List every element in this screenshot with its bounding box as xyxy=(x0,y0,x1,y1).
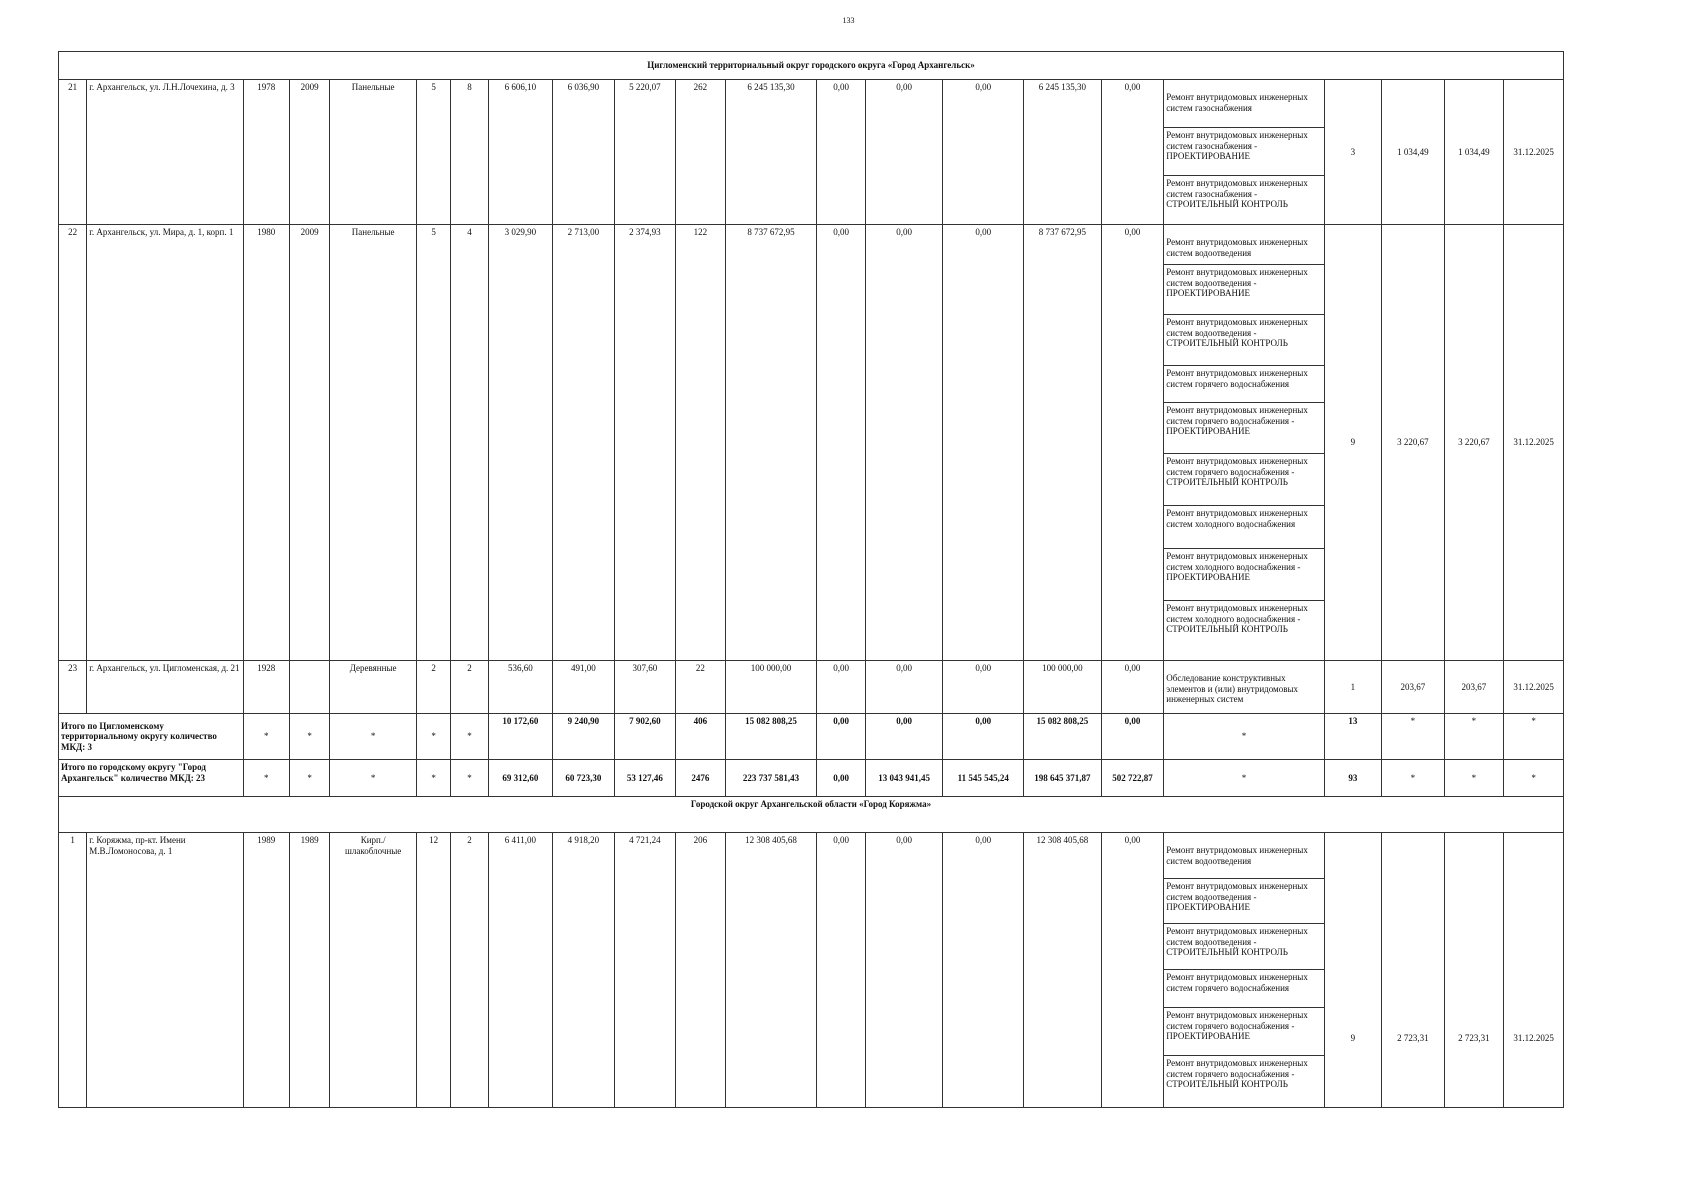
work-item: Ремонт внутридомовых инженерных систем холодного водоснабжения - ПРОЕКТИРОВАНИЕ xyxy=(1164,549,1323,601)
max-cost: 203,67 xyxy=(1444,661,1504,714)
work-item: Ремонт внутридомовых инженерных систем горячего водоснабжения xyxy=(1164,970,1323,1008)
work-item: Ремонт внутридомовых инженерных систем горячего водоснабжения - СТРОИТЕЛЬНЫЙ КОНТРОЛЬ xyxy=(1166,1058,1308,1090)
max-cost: 2 723,31 xyxy=(1444,833,1504,1108)
area-total: 3 029,90 xyxy=(488,225,553,661)
address: г. Архангельск, ул. Мира, д. 1, корп. 1 xyxy=(87,225,243,661)
other-funds: 0,00 xyxy=(1101,714,1164,760)
table-row xyxy=(59,833,1564,1108)
deadline: 31.12.2025 xyxy=(1504,225,1564,661)
work-item: Ремонт внутридомовых инженерных систем водоотведения xyxy=(1164,833,1323,879)
year-built: 1980 xyxy=(243,225,289,661)
owners-funds: 198 645 371,87 xyxy=(1024,760,1102,797)
floors: 5 xyxy=(417,80,451,225)
address: г. Коряжма, пр-кт. Имени М.В.Ломоносова, д. 1 xyxy=(87,833,243,1108)
work-item: Ремонт внутридомовых инженерных систем холодного водоснабжения xyxy=(1164,506,1323,549)
star-cell: * xyxy=(451,714,488,760)
star-cell: * xyxy=(289,714,329,760)
max-cost: 3 220,67 xyxy=(1444,225,1504,661)
row-number: 23 xyxy=(59,661,87,714)
star-cell: * xyxy=(1164,714,1324,760)
star-cell: * xyxy=(1444,714,1504,760)
section-title-koryazhma: Городской округ Архангельской области «Город Коряжма» xyxy=(59,797,1564,833)
star-cell: * xyxy=(1504,760,1564,797)
cost-total: 223 737 581,43 xyxy=(725,760,817,797)
area-rooms: 9 240,90 xyxy=(553,714,615,760)
budget-subject: 0,00 xyxy=(865,661,943,714)
work-item: Ремонт внутридомовых инженерных систем водоотведения - ПРОЕКТИРОВАНИЕ xyxy=(1164,879,1323,924)
works-count: 1 xyxy=(1324,661,1381,714)
year-built: 1928 xyxy=(243,661,289,714)
area-rooms: 4 918,20 xyxy=(553,833,615,1108)
work-item: Ремонт внутридомовых инженерных систем водоотведения - СТРОИТЕЛЬНЫЙ КОНТРОЛЬ xyxy=(1164,315,1323,366)
works-count: 13 xyxy=(1324,714,1381,760)
fund-share: 0,00 xyxy=(817,833,865,1108)
residents: 206 xyxy=(676,833,725,1108)
year-built: 1978 xyxy=(243,80,289,225)
row-number: 21 xyxy=(59,80,87,225)
works-count: 9 xyxy=(1324,833,1381,1108)
area-total: 6 411,00 xyxy=(488,833,553,1108)
unit-cost: 2 723,31 xyxy=(1382,833,1445,1108)
table-row xyxy=(59,225,1564,661)
entrances: 4 xyxy=(451,225,488,661)
other-funds: 0,00 xyxy=(1101,661,1164,714)
fund-share: 0,00 xyxy=(817,225,865,661)
area-living: 307,60 xyxy=(614,661,676,714)
unit-cost: 203,67 xyxy=(1382,661,1445,714)
owners-funds: 15 082 808,25 xyxy=(1024,714,1102,760)
budget-local: 11 545 545,24 xyxy=(943,760,1024,797)
year-repair xyxy=(289,661,329,714)
wall-material: Панельные xyxy=(330,225,417,661)
star-cell: * xyxy=(1164,760,1324,797)
owners-funds: 8 737 672,95 xyxy=(1024,225,1102,661)
year-repair: 2009 xyxy=(289,225,329,661)
work-item: Ремонт внутридомовых инженерных систем газоснабжения - ПРОЕКТИРОВАНИЕ xyxy=(1164,128,1323,176)
floors: 2 xyxy=(417,661,451,714)
subtotal-row xyxy=(59,714,1564,760)
wall-material: Деревянные xyxy=(330,661,417,714)
address: г. Архангельск, ул. Л.Н.Лочехина, д. 3 xyxy=(87,80,243,225)
cost-total: 100 000,00 xyxy=(725,661,817,714)
residents: 2476 xyxy=(676,760,725,797)
works-count: 3 xyxy=(1324,80,1381,225)
other-funds: 0,00 xyxy=(1101,833,1164,1108)
page-number: 133 xyxy=(842,16,855,25)
area-total: 69 312,60 xyxy=(488,760,553,797)
work-item: Ремонт внутридомовых инженерных систем горячего водоснабжения - СТРОИТЕЛЬНЫЙ КОНТРОЛЬ xyxy=(1164,454,1323,506)
area-rooms: 60 723,30 xyxy=(553,760,615,797)
year-repair: 1989 xyxy=(289,833,329,1108)
total-row xyxy=(59,760,1564,797)
budget-subject: 0,00 xyxy=(865,833,943,1108)
star-cell: * xyxy=(451,760,488,797)
work-item: Ремонт внутридомовых инженерных систем водоотведения xyxy=(1164,225,1323,265)
cost-total: 6 245 135,30 xyxy=(725,80,817,225)
area-living: 7 902,60 xyxy=(614,714,676,760)
work-item: Ремонт внутридомовых инженерных систем газоснабжения - СТРОИТЕЛЬНЫЙ КОНТРОЛЬ xyxy=(1166,178,1308,210)
work-item: Ремонт внутридомовых инженерных систем водоотведения - СТРОИТЕЛЬНЫЙ КОНТРОЛЬ xyxy=(1164,924,1323,970)
fund-share: 0,00 xyxy=(817,714,865,760)
cost-total: 15 082 808,25 xyxy=(725,714,817,760)
section-title-tsiglomensky: Цигломенский территориальный округ городского округа «Город Архангельск» xyxy=(59,52,1564,80)
cost-total: 12 308 405,68 xyxy=(725,833,817,1108)
unit-cost: 3 220,67 xyxy=(1382,225,1445,661)
works-count: 93 xyxy=(1324,760,1381,797)
unit-cost: 1 034,49 xyxy=(1382,80,1445,225)
work-item: Ремонт внутридомовых инженерных систем водоотведения - ПРОЕКТИРОВАНИЕ xyxy=(1164,265,1323,315)
residents: 122 xyxy=(676,225,725,661)
budget-local: 0,00 xyxy=(943,833,1024,1108)
fund-share: 0,00 xyxy=(817,80,865,225)
budget-local: 0,00 xyxy=(943,225,1024,661)
star-cell: * xyxy=(417,760,451,797)
works-list xyxy=(1164,80,1324,225)
star-cell: * xyxy=(330,760,417,797)
budget-subject: 0,00 xyxy=(865,80,943,225)
other-funds: 0,00 xyxy=(1101,80,1164,225)
star-cell: * xyxy=(243,760,289,797)
entrances: 2 xyxy=(451,833,488,1108)
star-cell: * xyxy=(1382,760,1445,797)
budget-local: 0,00 xyxy=(943,714,1024,760)
fund-share: 0,00 xyxy=(817,661,865,714)
owners-funds: 6 245 135,30 xyxy=(1024,80,1102,225)
area-rooms: 491,00 xyxy=(553,661,615,714)
deadline: 31.12.2025 xyxy=(1504,661,1564,714)
work-item: Ремонт внутридомовых инженерных систем горячего водоснабжения xyxy=(1164,366,1323,403)
year-repair: 2009 xyxy=(289,80,329,225)
star-cell: * xyxy=(330,714,417,760)
table-row xyxy=(59,80,1564,225)
residents: 262 xyxy=(676,80,725,225)
address: г. Архангельск, ул. Цигломенская, д. 21 xyxy=(87,661,243,714)
total-label: Итого по городскому округу "Город Архангельск" количество МКД: 23 xyxy=(59,760,244,797)
floors: 12 xyxy=(417,833,451,1108)
deadline: 31.12.2025 xyxy=(1504,833,1564,1108)
fund-share: 0,00 xyxy=(817,760,865,797)
area-rooms: 6 036,90 xyxy=(553,80,615,225)
repair-program-table xyxy=(58,51,1564,1108)
area-total: 6 606,10 xyxy=(488,80,553,225)
area-total: 536,60 xyxy=(488,661,553,714)
star-cell: * xyxy=(1504,714,1564,760)
budget-local: 0,00 xyxy=(943,661,1024,714)
area-total: 10 172,60 xyxy=(488,714,553,760)
budget-local: 0,00 xyxy=(943,80,1024,225)
area-living: 53 127,46 xyxy=(614,760,676,797)
star-cell: * xyxy=(243,714,289,760)
work-item: Ремонт внутридомовых инженерных систем газоснабжения xyxy=(1164,80,1323,128)
subtotal-label: Итого по Цигломенскому территориальному округу количество МКД: 3 xyxy=(59,714,244,760)
owners-funds: 12 308 405,68 xyxy=(1024,833,1102,1108)
row-number: 1 xyxy=(59,833,87,1108)
residents: 22 xyxy=(676,661,725,714)
budget-subject: 13 043 941,45 xyxy=(865,760,943,797)
works-list xyxy=(1164,661,1324,714)
year-built: 1989 xyxy=(243,833,289,1108)
wall-material: Кирп./ шлакоблочные xyxy=(330,833,417,1108)
work-item: Ремонт внутридомовых инженерных систем горячего водоснабжения - ПРОЕКТИРОВАНИЕ xyxy=(1164,1008,1323,1056)
star-cell: * xyxy=(289,760,329,797)
star-cell: * xyxy=(1382,714,1445,760)
works-list xyxy=(1164,833,1324,1108)
area-living: 2 374,93 xyxy=(614,225,676,661)
work-item: Ремонт внутридомовых инженерных систем холодного водоснабжения - СТРОИТЕЛЬНЫЙ КОНТРОЛЬ xyxy=(1166,603,1308,635)
row-number: 22 xyxy=(59,225,87,661)
owners-funds: 100 000,00 xyxy=(1024,661,1102,714)
other-funds: 502 722,87 xyxy=(1101,760,1164,797)
budget-subject: 0,00 xyxy=(865,225,943,661)
budget-subject: 0,00 xyxy=(865,714,943,760)
table-row xyxy=(59,661,1564,714)
cost-total: 8 737 672,95 xyxy=(725,225,817,661)
star-cell: * xyxy=(417,714,451,760)
deadline: 31.12.2025 xyxy=(1504,80,1564,225)
residents: 406 xyxy=(676,714,725,760)
floors: 5 xyxy=(417,225,451,661)
entrances: 8 xyxy=(451,80,488,225)
work-item: Ремонт внутридомовых инженерных систем горячего водоснабжения - ПРОЕКТИРОВАНИЕ xyxy=(1164,403,1323,454)
area-rooms: 2 713,00 xyxy=(553,225,615,661)
wall-material: Панельные xyxy=(330,80,417,225)
work-item: Обследование конструктивных элементов и (или) внутридомовых инженерных систем xyxy=(1166,673,1299,705)
other-funds: 0,00 xyxy=(1101,225,1164,661)
area-living: 5 220,07 xyxy=(614,80,676,225)
works-count: 9 xyxy=(1324,225,1381,661)
star-cell: * xyxy=(1444,760,1504,797)
area-living: 4 721,24 xyxy=(614,833,676,1108)
works-list xyxy=(1164,225,1324,661)
entrances: 2 xyxy=(451,661,488,714)
max-cost: 1 034,49 xyxy=(1444,80,1504,225)
